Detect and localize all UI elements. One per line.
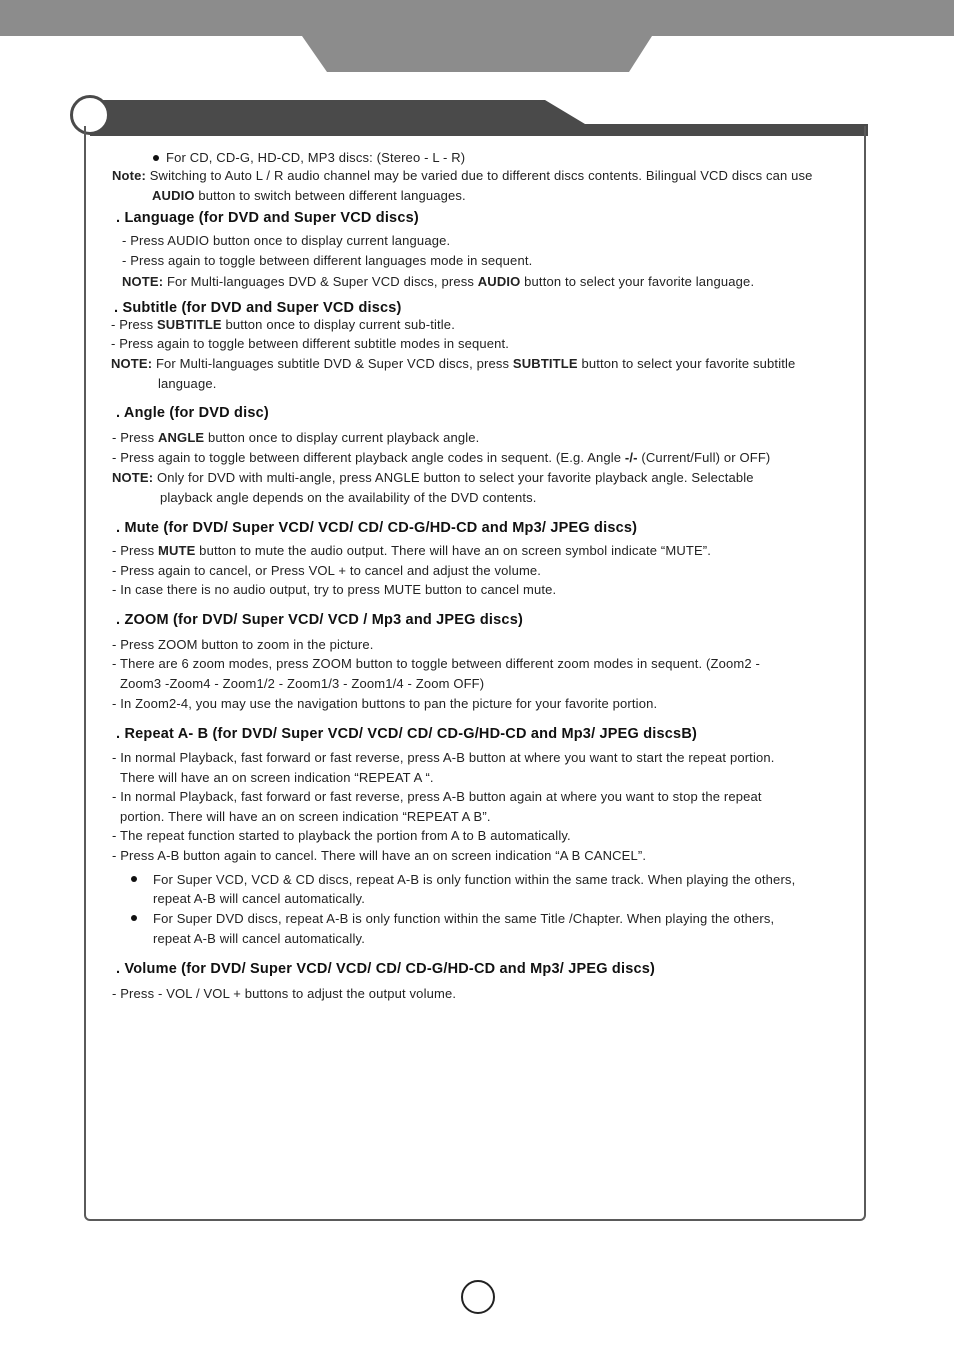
language-line-2: - Press again to toggle between different languages mode in sequent. bbox=[122, 253, 533, 268]
intro-note: Note: Switching to Auto L / R audio channel may be varied due to different discs contents. Bilingual VCD discs can use bbox=[112, 168, 813, 183]
top-banner bbox=[0, 0, 954, 72]
bullet-icon bbox=[131, 915, 137, 921]
volume-heading: . Volume (for DVD/ Super VCD/ VCD/ CD/ CD-G/HD-CD and Mp3/ JPEG discs) bbox=[116, 961, 656, 977]
angle-heading: . Angle (for DVD disc) bbox=[116, 405, 269, 421]
zoom-line-2: - There are 6 zoom modes, press ZOOM button to toggle between different zoom modes in sequent. (Zoom2 - bbox=[112, 656, 760, 671]
angle-note: NOTE: Only for DVD with multi-angle, press ANGLE button to select your favorite playback angle. Selectable bbox=[112, 470, 754, 485]
mute-line-1: - Press MUTE button to mute the audio output. There will have an on screen symbol indicate “MUTE”. bbox=[112, 543, 712, 558]
repeat-line-2-cont: portion. There will have an on screen indication “REPEAT A B”. bbox=[120, 809, 491, 824]
repeat-bullet-2: For Super DVD discs, repeat A-B is only function within the same Title /Chapter. When playing the others, bbox=[153, 911, 775, 926]
subtitle-note-cont: language. bbox=[158, 376, 217, 391]
subtitle-note: NOTE: For Multi-languages subtitle DVD & Super VCD discs, press SUBTITLE button to select your favorite subtitle bbox=[111, 356, 796, 371]
repeat-bullet-1: For Super VCD, VCD & CD discs, repeat A-B is only function within the same track. When playing the others, bbox=[153, 872, 796, 887]
zoom-line-3: - In Zoom2-4, you may use the navigation buttons to pan the picture for your favorite portion. bbox=[112, 696, 658, 711]
mute-line-3: - In case there is no audio output, try to press MUTE button to cancel mute. bbox=[112, 582, 557, 597]
repeat-heading: . Repeat A- B (for DVD/ Super VCD/ VCD/ CD/ CD-G/HD-CD and Mp3/ JPEG discsB) bbox=[116, 726, 698, 742]
page-number-circle bbox=[461, 1280, 495, 1314]
content-frame bbox=[84, 126, 866, 1221]
repeat-line-1-cont: There will have an on screen indication “REPEAT A “. bbox=[120, 770, 434, 785]
subtitle-line-2: - Press again to toggle between different subtitle modes in sequent. bbox=[111, 336, 510, 351]
repeat-line-3: - The repeat function started to playback the portion from A to B automatically. bbox=[112, 828, 571, 843]
repeat-line-4: - Press A-B button again to cancel. There will have an on screen indication “A B CANCEL”. bbox=[112, 848, 647, 863]
angle-line-2: - Press again to toggle between different playback angle codes in sequent. (E.g. Angle -/- (Current/Full) or OFF) bbox=[112, 450, 771, 465]
repeat-line-1: - In normal Playback, fast forward or fast reverse, press A-B button at where you want to start the repeat portion. bbox=[112, 750, 775, 765]
zoom-heading: . ZOOM (for DVD/ Super VCD/ VCD / Mp3 and JPEG discs) bbox=[116, 612, 523, 628]
note-label: Note: bbox=[112, 168, 146, 183]
language-note: NOTE: For Multi-languages DVD & Super VCD discs, press AUDIO button to select your favorite language. bbox=[122, 274, 755, 289]
intro-note-cont: AUDIO button to switch between different languages. bbox=[152, 188, 466, 203]
mute-line-2: - Press again to cancel, or Press VOL + to cancel and adjust the volume. bbox=[112, 563, 542, 578]
subtitle-heading: . Subtitle (for DVD and Super VCD discs) bbox=[114, 300, 402, 316]
angle-line-1: - Press ANGLE button once to display current playback angle. bbox=[112, 430, 480, 445]
repeat-bullet-2-cont: repeat A-B will cancel automatically. bbox=[153, 931, 365, 946]
mute-heading: . Mute (for DVD/ Super VCD/ VCD/ CD/ CD-G/HD-CD and Mp3/ JPEG discs) bbox=[116, 520, 638, 536]
zoom-line-2-cont: Zoom3 -Zoom4 - Zoom1/2 - Zoom1/3 - Zoom1/4 - Zoom OFF) bbox=[120, 676, 485, 691]
volume-line-1: - Press - VOL / VOL + buttons to adjust the output volume. bbox=[112, 986, 457, 1001]
subtitle-line-1: - Press SUBTITLE button once to display current sub-title. bbox=[111, 317, 455, 332]
angle-note-cont: playback angle depends on the availability of the DVD contents. bbox=[160, 490, 537, 505]
intro-bullet-text: For CD, CD-G, HD-CD, MP3 discs: (Stereo - L - R) bbox=[166, 150, 466, 165]
language-heading: . Language (for DVD and Super VCD discs) bbox=[116, 210, 419, 226]
bullet-icon bbox=[153, 155, 159, 161]
repeat-bullet-1-cont: repeat A-B will cancel automatically. bbox=[153, 891, 365, 906]
repeat-line-2: - In normal Playback, fast forward or fast reverse, press A-B button again at where you want to stop the repeat bbox=[112, 789, 762, 804]
zoom-line-1: - Press ZOOM button to zoom in the picture. bbox=[112, 637, 374, 652]
bullet-icon bbox=[131, 876, 137, 882]
language-line-1: - Press AUDIO button once to display current language. bbox=[122, 233, 451, 248]
